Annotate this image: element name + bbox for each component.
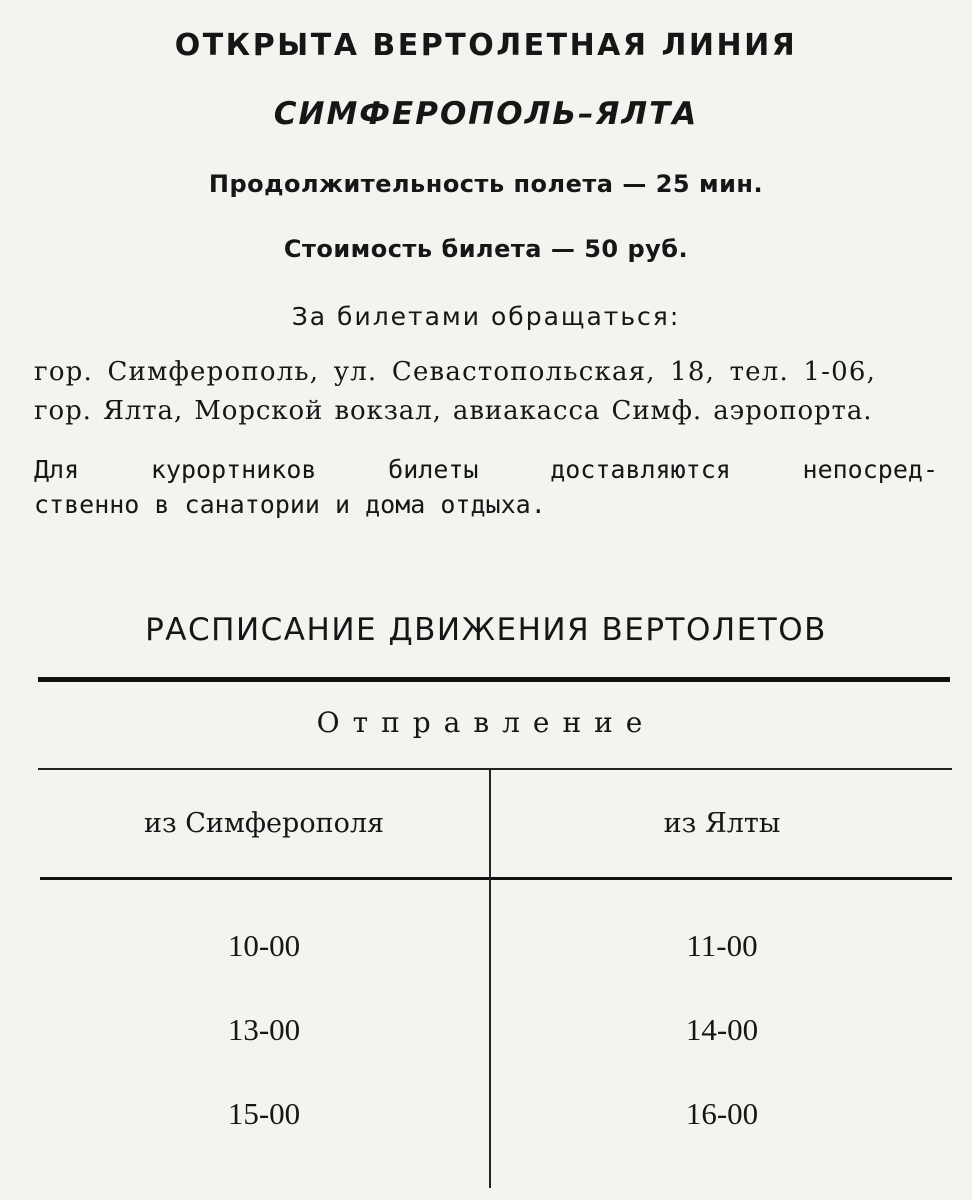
route-name: СИМФЕРОПОЛЬ–ЯЛТА: [273, 96, 699, 132]
column-header-rule: [40, 877, 952, 880]
page-title: ОТКРЫТА ВЕРТОЛЕТНАЯ ЛИНИЯ: [174, 28, 798, 63]
column-header-yalta: из Ялты: [663, 808, 781, 839]
flight-duration: Продолжительность полета — 25 мин.: [208, 170, 764, 198]
departure-label: Отправление: [316, 706, 656, 739]
address-yalta: гор. Ялта, Морской вокзал, авиакасса Симф. аэропорта.: [34, 396, 873, 426]
time-cell: 13-00: [227, 1012, 301, 1047]
table-top-rule: [38, 677, 950, 682]
delivery-note-line-2: ственно в санатории и дома отдыха.: [34, 490, 546, 519]
time-cell: 16-00: [685, 1096, 759, 1131]
time-cell: 11-00: [686, 928, 758, 963]
tickets-heading: За билетами обращаться:: [291, 302, 681, 331]
time-cell: 14-00: [685, 1012, 759, 1047]
ticket-cost: Стоимость билета — 50 руб.: [283, 235, 689, 263]
column-header-simferopol: из Симферополя: [143, 808, 385, 839]
schedule-title: РАСПИСАНИЕ ДВИЖЕНИЯ ВЕРТОЛЕТОВ: [145, 612, 827, 648]
time-cell: 15-00: [227, 1096, 301, 1131]
address-simferopol: гор. Симферополь, ул. Севастопольская, 18, тел. 1-06,: [34, 357, 877, 387]
time-cell: 10-00: [227, 928, 301, 963]
header-divider: [38, 768, 952, 770]
column-divider: [489, 770, 491, 1188]
delivery-note-line-1: Для курортников билеты доставляются непосред-: [34, 455, 938, 484]
